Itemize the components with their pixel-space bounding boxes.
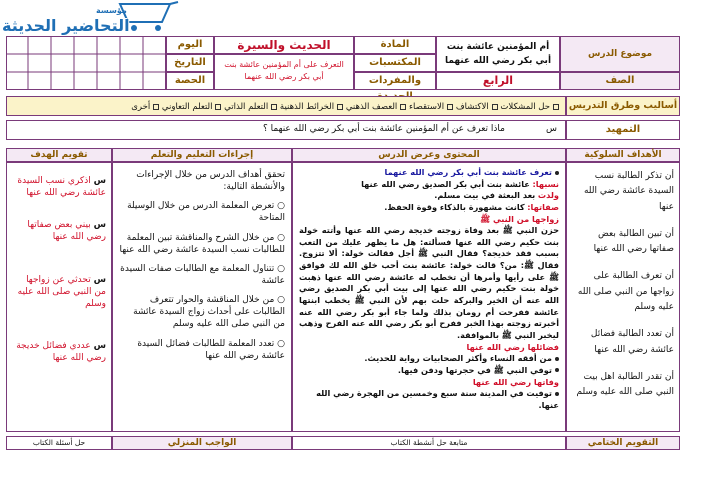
checkbox-icon[interactable]	[553, 104, 559, 110]
content-death-title: وفاتها رضي الله عنها	[472, 376, 559, 387]
content-marriage-title: زواجها من النبي ﷺ	[480, 213, 559, 224]
achievements-label-cell	[354, 54, 436, 72]
bullet-icon: ○	[274, 201, 285, 212]
checkbox-icon[interactable]	[492, 104, 498, 110]
content-header: المحتوى وعرض الدرس	[378, 150, 480, 160]
methods-row	[6, 96, 566, 116]
day-label-cell	[166, 36, 214, 54]
bullet-icon: ○	[274, 295, 285, 306]
intro-text: ماذا تعرف عن أم المؤمنين عائشة بنت أبي بكر رضي الله عنهما ؟	[262, 124, 505, 134]
unit-value: الرابع	[482, 74, 514, 87]
section-label: الحصة	[174, 75, 206, 86]
method-item[interactable]: التعلم الذاتي	[224, 102, 277, 112]
procedure-item: ○ تعدد المعلمة للطالبات فضائل السيدة عائشة رضي الله عنها	[137, 338, 285, 361]
methods-list	[13, 100, 559, 114]
achievements-text: التعرف على أم المؤمنين عائشة بنت أبي بكر رضي الله عنهما	[224, 60, 344, 81]
bullet-icon: ○	[274, 338, 285, 349]
logo-top-text: مؤسسة	[96, 6, 127, 15]
material-value-cell	[214, 36, 354, 54]
date-label: التاريخ	[174, 57, 206, 68]
final-value: متابعة حل أنشطة الكتاب	[390, 438, 468, 447]
section-label-cell	[166, 72, 214, 90]
method-item[interactable]: أخرى	[131, 102, 159, 112]
checkbox-icon[interactable]	[447, 104, 453, 110]
assessment-header: تقويم الهدف	[30, 150, 88, 160]
assessment-item: س عددي فضائل خديجة رضي الله عنها	[16, 340, 106, 364]
procedure-item: ○ من خلال المناقشة والحوار تتعرف الطالبات على أحداث زواج السيدة عائشة من النبي صلى الله عليه وسلم	[133, 295, 285, 330]
objectives-header-cell	[566, 148, 680, 162]
checkbox-icon[interactable]	[215, 104, 221, 110]
class-label: الصف	[605, 75, 635, 86]
intro-label: التمهيد	[605, 124, 641, 135]
assessment-item: س تحدثي عن زواجها من النبي صلى الله عليه وسلم	[17, 274, 106, 309]
intro-row	[6, 120, 566, 140]
content-lineage: نسبها: عائشة بنت أبي بكر الصديق رضي الله عنها	[361, 178, 559, 189]
subject-value: أم المؤمنين عائشة بنت أبي بكر رضي الله عنهما	[444, 42, 552, 67]
final-value-cell	[292, 436, 566, 450]
content-header-cell	[292, 148, 566, 162]
bullet-icon: ○	[274, 263, 285, 274]
checkbox-icon[interactable]	[153, 104, 159, 110]
logo-main-text: التحاضير الحديثة	[2, 16, 130, 35]
material-label: المادة	[380, 39, 410, 50]
homework-value: حل أسئلة الكتاب	[32, 438, 86, 447]
final-label-cell	[566, 436, 680, 450]
material-label-cell	[354, 36, 436, 54]
content-marriage-text: حزن النبي ﷺ بعد وفاة زوجته خديجة رضي الله عنها وأتته خولة بنت حكيم رضي الله عنها فسألته: هل ما يظهر عليك من التعب بسبب فقد خديجة؟ فقال النبي ﷺ أجل فقالت خولة: ألا تتزوج. فقال ﷺ: من؟ قالت خولة: عائشة بنت أحب خلق الله لك فوافق ﷺ على رأيها وأمرها أن تخطب له عائشة رضي الله عنها ذهبت خولة بنت حكيم رضي الله عنها إلى بيت أبي بكر الصديق رضي الله عنه أن الخير والبركة حلت بهم لأن النبي ﷺ يخطب ابنتها عائشة ففرحت أم رومان بذلك ولما جاء أبو بكر رضي الله عنه أخبرته زوجته بهذا الخبر ففرح أبو بكر رضي الله عنه الفرح وذهب ليخبر النبي ﷺ بالموافقة.	[299, 225, 559, 340]
day-label: اليوم	[177, 39, 203, 50]
procedure-item: ○ تتناول المعلمة مع الطالبات صفات السيدة عائشة	[120, 263, 285, 286]
intro-label-cell	[566, 120, 680, 140]
method-item[interactable]: الاكتشاف	[456, 102, 498, 112]
subject-label-cell	[560, 36, 680, 72]
class-label-cell	[560, 72, 680, 90]
assessment-item: س بيني بعض صفاتها رضي الله عنها	[27, 220, 106, 243]
procedure-item: ○ تعرض المعلمة الدرس من خلال الوسيلة المتاحة	[127, 201, 285, 224]
method-item[interactable]: العصف الذهني	[346, 102, 406, 112]
unit-value-cell	[436, 72, 560, 90]
objectives-header: الأهداف السلوكية	[584, 150, 662, 160]
content-virtues-title: فضائلها رضي الله عنها	[466, 341, 559, 352]
checkbox-icon[interactable]	[400, 104, 406, 110]
objective-item: أن تذكر الطالبة نسب السيدة عائشة رضي الله عنها	[583, 171, 674, 212]
method-item[interactable]: التعلم التعاوني	[162, 102, 222, 112]
method-item[interactable]: حل المشكلات	[500, 102, 559, 112]
method-item[interactable]: الاستقصاء	[409, 102, 453, 112]
content-column	[292, 162, 566, 432]
content-virtue-item: توفي النبي ﷺ في حجرتها ودفن فيها.	[299, 365, 559, 377]
subject-label: موضوع الدرس	[587, 49, 653, 59]
objective-item: أن تعرف الطالبة على زواجها من النبي صلى الله عليه وسلم	[577, 271, 674, 313]
methods-label: أساليب وطرق التدريس	[568, 100, 678, 111]
methods-label-cell	[566, 96, 680, 116]
checkbox-icon[interactable]	[337, 104, 343, 110]
objective-item: أن تعدد الطالبة فضائل عائشة رضي الله عنها	[590, 329, 674, 355]
procedure-intro: تحقق أهداف الدرس من خلال الإجراءات والأنشطة التالية:	[136, 170, 285, 193]
objectives-column	[566, 162, 680, 432]
achievements-label: المكتسبات	[369, 57, 421, 68]
material-value: الحديث والسيرة	[237, 38, 331, 52]
bullet-icon: ○	[274, 232, 285, 243]
content-birth: ولدت بعد البعثة في بيت مسلم.	[434, 190, 559, 201]
method-item[interactable]: الخرائط الذهنية	[280, 102, 343, 112]
assessment-column	[6, 162, 112, 432]
assessment-item: س اذكري نسب السيدة عائشة رضي الله عنها	[17, 176, 106, 199]
procedures-column	[112, 162, 292, 432]
day-grid	[6, 36, 166, 90]
objective-item: أن تبين الطالبة بعض صفاتها رضي الله عنها	[593, 228, 674, 255]
final-label: التقويم الختامي	[587, 438, 659, 448]
vocab-label: والمفردات	[368, 75, 422, 86]
content-virtue-item: من أفقه النساء وأكثر الصحابيات رواية للحديث.	[299, 353, 559, 365]
content-title: تعرف عائشة بنت أبي بكر رضي الله عنهما	[299, 167, 559, 179]
checkbox-icon[interactable]	[271, 104, 277, 110]
date-label-cell	[166, 54, 214, 72]
content-death-text: توفيت في المدينة سنة سبع وخمسين من الهجرة رضي الله عنها.	[316, 388, 559, 410]
vocab-label-cell	[354, 72, 436, 90]
intro-q-label: س	[546, 124, 557, 134]
homework-value-cell	[6, 436, 112, 450]
assessment-header-cell	[6, 148, 112, 162]
procedure-item: ○ من خلال الشرح والمناقشة تبين المعلمة للطالبات نسب السيدة عائشة رضي الله عنها	[119, 232, 285, 255]
objective-item: أن تقدر الطالبة اهل بيت النبي صلى الله عليه وسلم	[576, 371, 674, 398]
homework-label-cell	[112, 436, 292, 450]
homework-label: الواجب المنزلي	[167, 438, 237, 448]
procedures-header-cell	[112, 148, 292, 162]
procedures-header: إجراءات التعليم والتعلم	[150, 150, 254, 160]
achievements-text-cell	[214, 54, 354, 90]
subject-value-cell	[436, 36, 560, 72]
content-traits: صفاتها: كانت مشهورة بالذكاء وقوة الحفظ.	[384, 201, 559, 212]
